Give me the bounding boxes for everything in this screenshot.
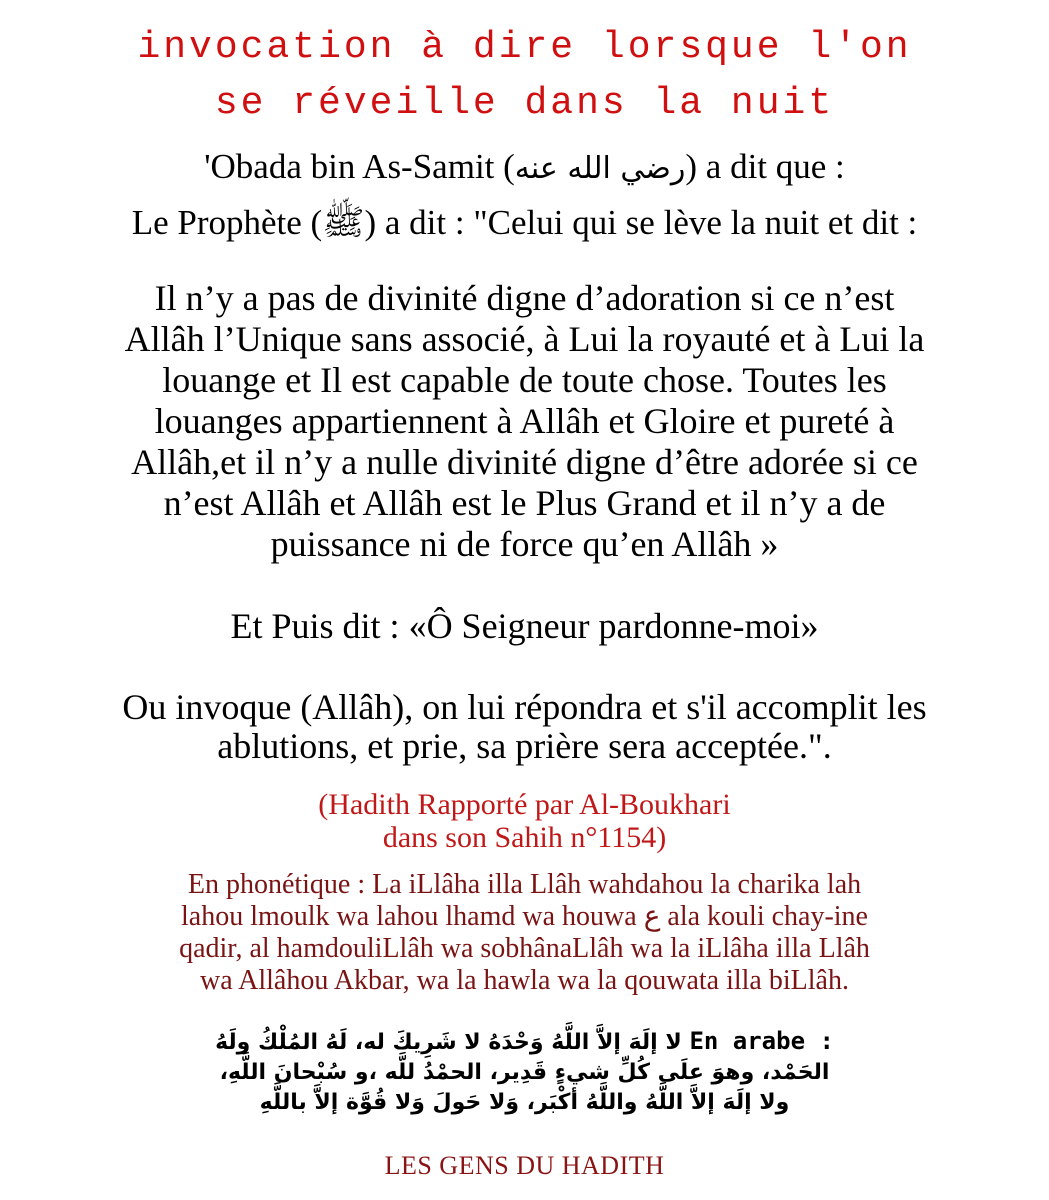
invocation-line: louange et Il est capable de toute chose. Toutes les [162,360,887,400]
invocation-line: Il n’y a pas de divinité digne d’adoration si ce n’est [154,278,895,318]
phonetic-transcription [30,869,1019,997]
phonetic-line: wa Allâhou Akbar, wa la hawla wa la qouwata illa biLlâh. [200,965,849,996]
arabic-line-1 [60,1026,989,1058]
page-title [0,20,1049,132]
arabic-text [60,1026,989,1118]
outcome-line-2: ablutions, et prie, sa prière sera acceptée.". [217,726,832,766]
then-say-text: Et Puis dit : «Ô Seigneur pardonne-moi» [230,606,819,646]
title-line-1: invocation à dire lorsque l'on [137,26,912,69]
invocation-line: Allâh l’Unique sans associé, à Lui la royauté et à Lui la [124,319,925,359]
arabic-honorific: رضي الله عنه [514,151,686,186]
source-line-2: dans son Sahih n°1154) [382,821,667,854]
signature: LES GENS DU HADITH [384,1151,665,1180]
prophet-text-end: ) a dit : "Celui qui se lève la nuit et dit : [364,203,918,242]
arabic-line-2: الحَمْد، وهوَ علَى كُلِّ شيءٍ قَدِير، الحمْدُ للَّه ،و سُبْحانَ اللَّهِ، [219,1060,830,1085]
prophet-text-start: Le Prophète ( [131,203,323,242]
salawat-symbol: ﷺ [322,203,365,242]
title-line-2: se réveille dans la nuit [214,82,835,125]
arabic-line-1-text: لا إلَهَ إلاَّ اللَّهُ وَحْدَهُ لا شَرِيكَ له، لَهُ المُلْكُ ولَهُ [215,1030,682,1055]
invocation-line: Allâh,et il n’y a nulle divinité digne d’être adorée si ce [131,442,918,482]
outcome-line-1: Ou invoque (Allâh), on lui répondra et s'il accomplit les [122,687,927,727]
prophet-line [0,196,1049,250]
narrator-text-start: 'Obada bin As-Samit ( [204,147,515,186]
invocation-text [40,278,1009,565]
invocation-line: puissance ni de force qu’en Allâh » [270,524,779,564]
narrator-intro [0,140,1049,250]
hadith-source [0,788,1049,854]
phonetic-line: qadir, al hamdouliLlâh wa sobhânaLlâh wa la iLlâha illa Llâh [179,933,870,964]
invocation-line: n’est Allâh et Allâh est le Plus Grand et il n’y a de [163,483,886,523]
outcome-text [40,688,1009,766]
source-line-1: (Hadith Rapporté par Al-Boukhari [318,788,731,821]
narrator-line [0,140,1049,196]
phonetic-line: lahou lmoulk wa lahou lhamd wa houwa ع ala kouli chay-ine [181,901,868,932]
narrator-text-end: ) a dit que : [685,147,845,186]
arabic-label: En arabe : [689,1027,834,1055]
arabic-line-3: ولا إلَهَ إلاَّ اللَّهُ واللَّهُ أكْبَر، وَلا حَولَ وَلا قُوَّة إلاَّ باللَّهِ [259,1090,790,1115]
phonetic-line: En phonétique : La iLlâha illa Llâh wahdahou la charika lah [187,869,862,900]
invocation-line: louanges appartiennent à Allâh et Gloire et pureté à [154,401,895,441]
